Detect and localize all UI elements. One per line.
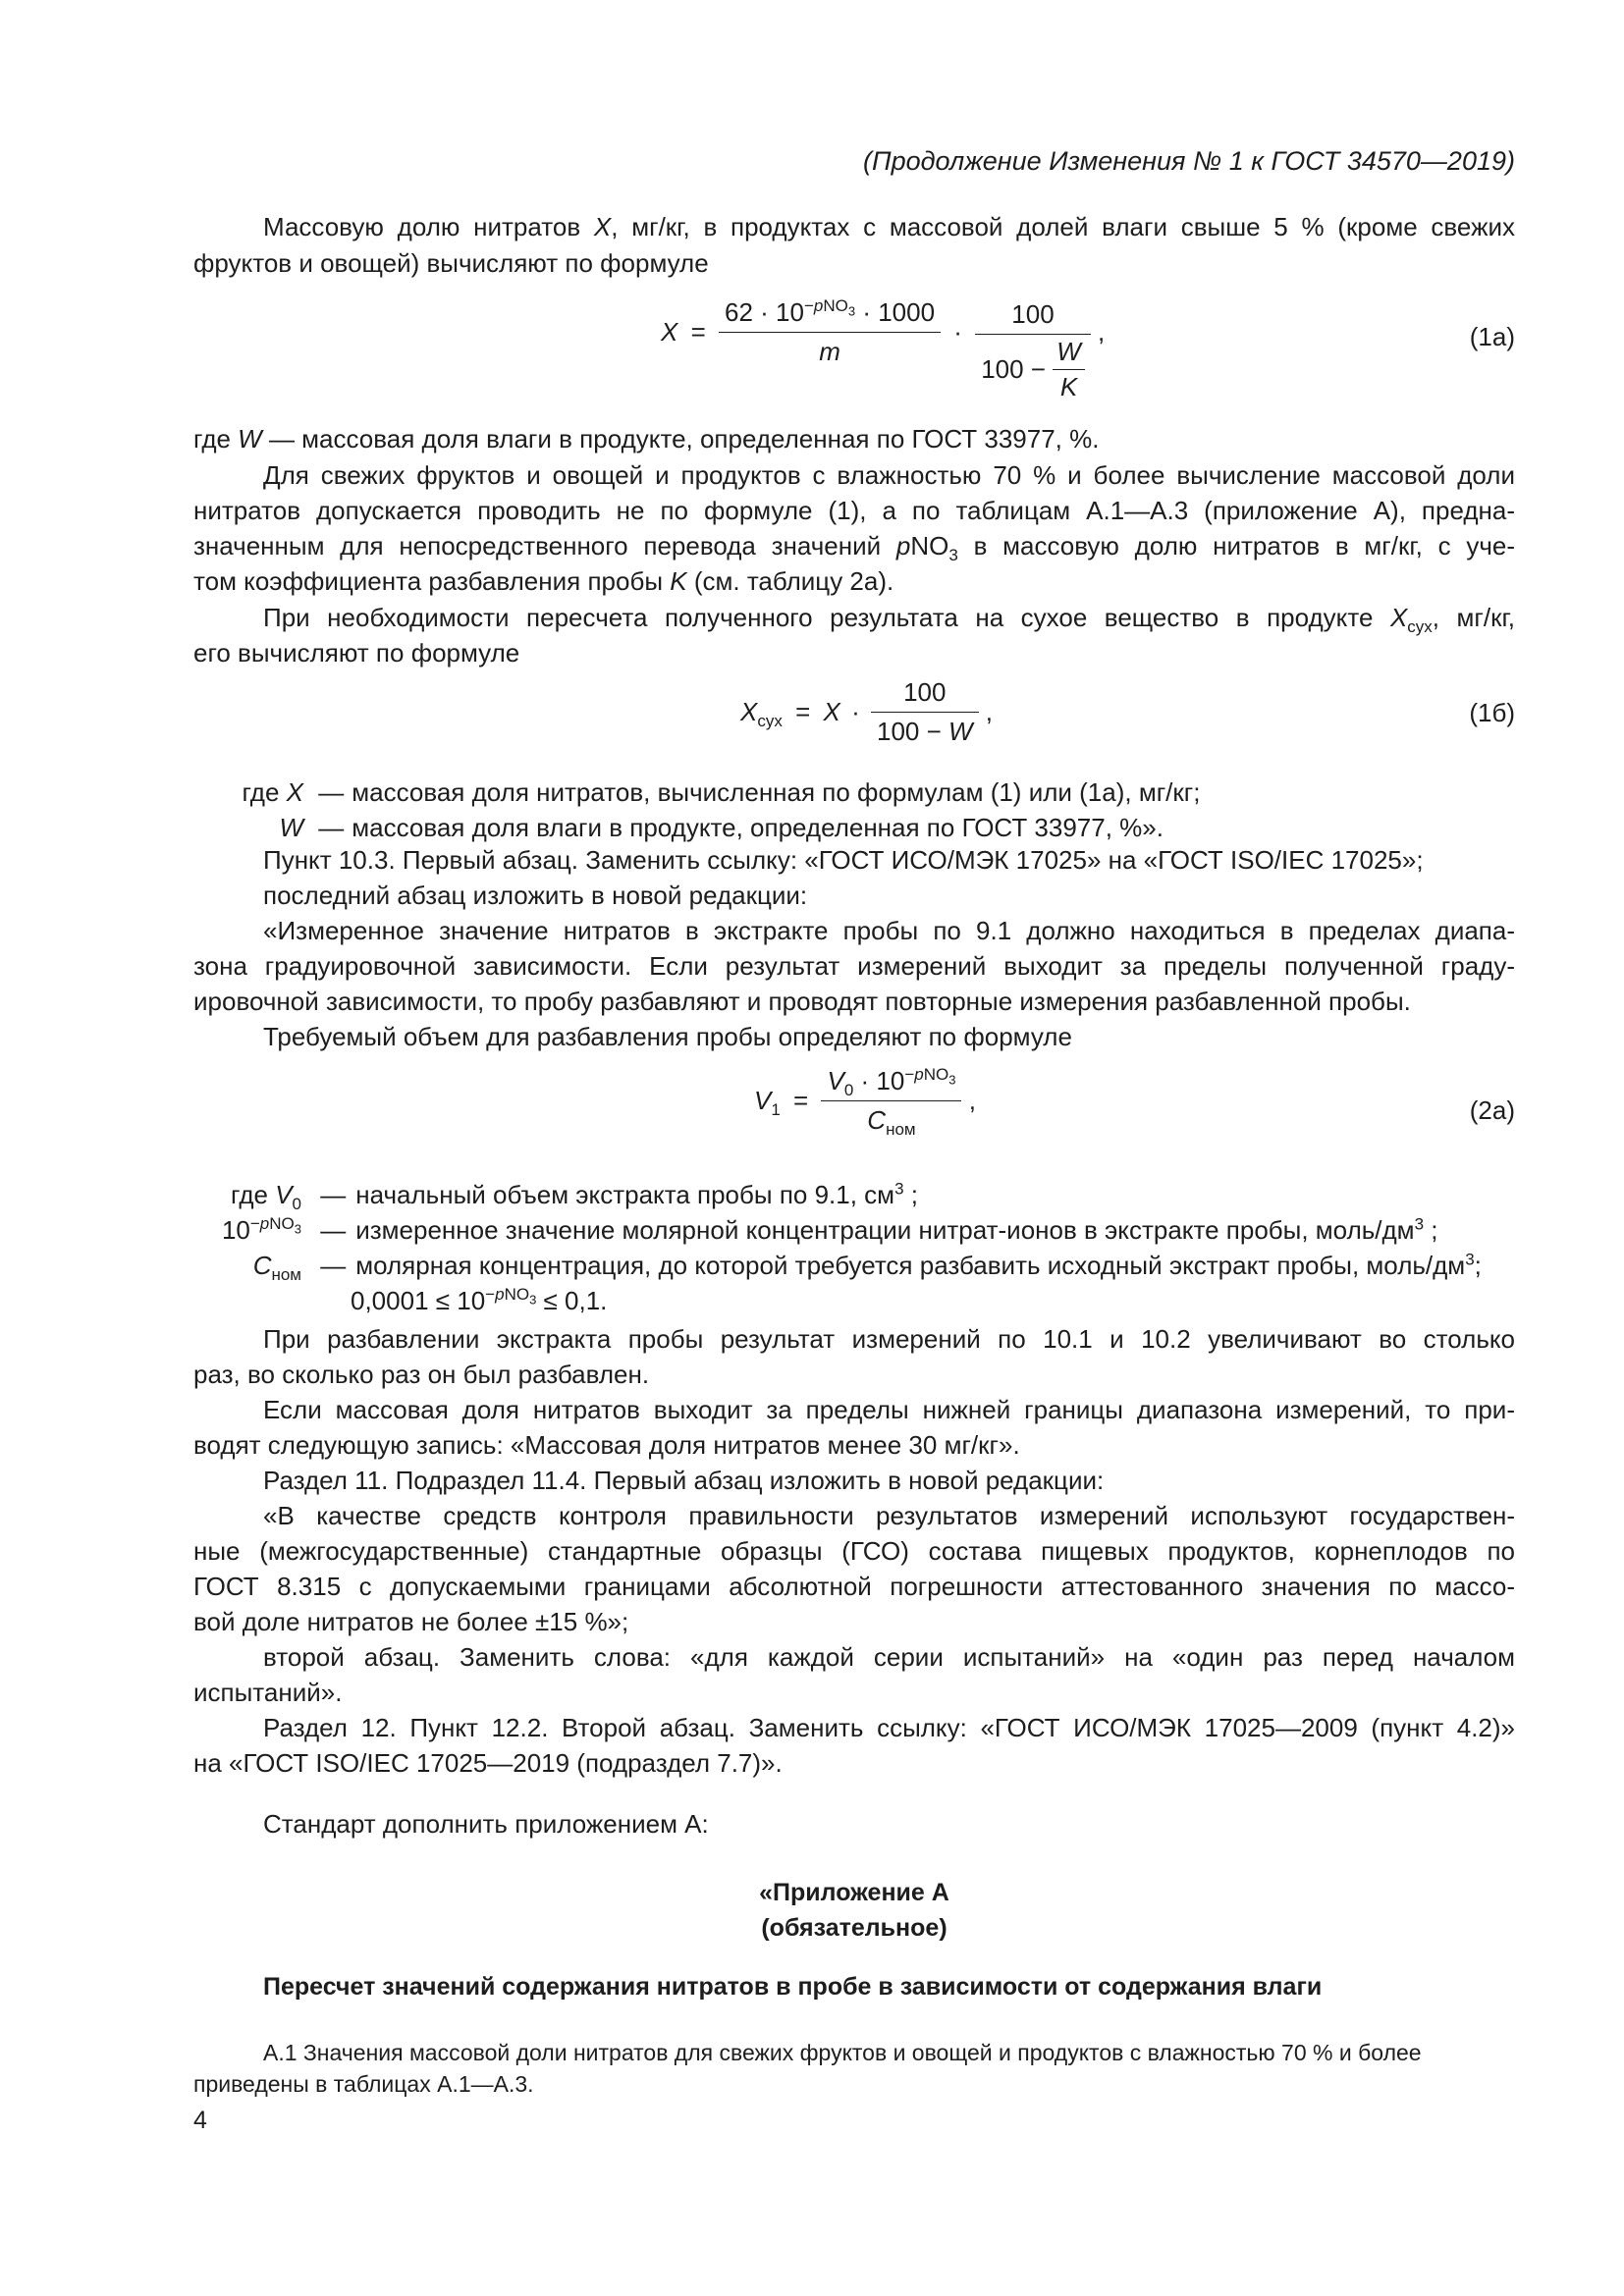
fraction-moisture: 100 100 − $\frac{W}{K}$ — [975, 299, 1091, 402]
paragraph-line: где W — массовая доля влаги в продукте, определенная по ГОСТ 33977, %. — [193, 424, 1100, 454]
equation-number: (2а) — [1469, 1095, 1515, 1125]
paragraph-line: водят следующую запись: «Массовая доля нитратов менее 30 мг/кг». — [193, 1430, 1020, 1460]
paragraph-line: Требуемый объем для разбавления пробы определяют по формуле — [263, 1022, 1072, 1051]
paragraph-line: Пункт 10.3. Первый абзац. Заменить ссылку: «ГОСТ ИСО/МЭК 17025» на «ГОСТ ISO/IEC 17025»; — [263, 845, 1424, 875]
paragraph-line: вой доле нитратов не более ±15 %»; — [193, 1607, 629, 1636]
paragraph-line: нитратов допускается проводить не по формуле (1), а по таблицам А.1—А.3 (приложение А), предна- — [193, 496, 1515, 525]
annex-title: «Приложение А — [759, 1879, 949, 1906]
annex-paragraph-line: приведены в таблицах А.1—А.3. — [193, 2071, 534, 2097]
paragraph-line: «Измеренное значение нитратов в экстракте пробы по 9.1 должно находиться в пределах диапа- — [263, 916, 1515, 945]
paragraph-line: раз, во сколько раз он был разбавлен. — [193, 1360, 650, 1389]
equation-number: (1б) — [1469, 698, 1515, 727]
paragraph-line: фруктов и овощей) вычисляют по формуле — [193, 248, 709, 278]
paragraph-line: значенным для непосредственного перевода значений pNO$_3$ в массовую долю нитратов в мг/кг, с уче- — [193, 531, 1516, 565]
fraction-volume: $\frac{V_0 \cdot 10^{-pNO_3}}{C_{ном}}$ — [821, 1066, 961, 1136]
paragraph-line: том коэффициента разбавления пробы K (см. таблицу 2а). — [193, 566, 894, 596]
formula-1a: X = $\frac{62 \cdot 10^{-pNO_3} \cdot 1000}{m}$ · 100 100 − $\frac{W}{K}$ , — [661, 296, 1106, 401]
formula-2a: $V_1$ = $\frac{V_0 \cdot 10^{-pNO_3}}{C_{ном}}$ , — [754, 1065, 976, 1140]
paragraph-line: испытаний». — [193, 1678, 343, 1707]
paragraph-line: Если массовая доля нитратов выходит за пределы нижней границы диапазона измерений, то при- — [263, 1395, 1515, 1424]
annex-heading: Пересчет значений содержания нитратов в пробе в зависимости от содержания влаги — [263, 1973, 1323, 2001]
paragraph-line: Раздел 11. Подраздел 11.4. Первый абзац изложить в новой редакции: — [263, 1466, 1105, 1495]
paragraph-line: второй абзац. Заменить слова: «для каждой серии испытаний» на «один раз перед началом — [263, 1642, 1515, 1672]
continuation-header: (Продолжение Изменения № 1 к ГОСТ 34570—2019) — [863, 146, 1515, 176]
definition-row: где X — массовая доля нитратов, вычисленная по формулам (1) или (1а), мг/кг; — [242, 777, 1201, 807]
paragraph-line: его вычисляют по формуле — [193, 638, 520, 667]
annex-paragraph-line: А.1 Значения массовой доли нитратов для свежих фруктов и овощей и продуктов с влажностью 70 % и более — [263, 2040, 1422, 2065]
paragraph-line: При необходимости пересчета полученного результата на сухое вещество в продукте $X_{сух}$, мг/кг, — [263, 603, 1516, 637]
paragraph-line: «В качестве средств контроля правильности результатов измерений используют государствен- — [263, 1501, 1515, 1530]
paragraph-line: последний абзац изложить в новой редакции: — [263, 881, 808, 910]
fraction-inner: $\frac{W}{K}$ — [1053, 337, 1085, 402]
paragraph-line: на «ГОСТ ISO/IEC 17025—2019 (подраздел 7.7)». — [193, 1748, 783, 1778]
definition-row: $0,0001 \le 10^{-pNO_3} \le 0,1$. — [351, 1285, 608, 1315]
definition-row: W — массовая доля влаги в продукте, определенная по ГОСТ 33977, %». — [279, 813, 1164, 842]
definition-row: где $V_0$ — начальный объем экстракта пробы по 9.1, $см^3$ ; — [231, 1179, 918, 1214]
paragraph-line: Раздел 12. Пункт 12.2. Второй абзац. Заменить ссылку: «ГОСТ ИСО/МЭК 17025—2009 (пункт 4.2)» — [263, 1713, 1515, 1742]
paragraph-line: Для свежих фруктов и овощей и продуктов с влажностью 70 % и более вычисление массовой доли — [263, 460, 1515, 490]
paragraph-line: зона градуировочной зависимости. Если результат измерений выходит за пределы полученной граду- — [193, 951, 1515, 981]
paragraph-line: ировочной зависимости, то пробу разбавляют и проводят повторные измерения разбавленной пробы. — [193, 987, 1411, 1016]
paragraph-line: ные (межгосударственные) стандартные образцы (ГСО) состава пищевых продуктов, корнеплодов по — [193, 1536, 1515, 1566]
paragraph-line: Массовую долю нитратов X, мг/кг, в продуктах с массовой долей влаги свыше 5 % (кроме свежих — [263, 212, 1515, 241]
definition-row: $10^{-pNO_3}$ — измеренное значение молярной концентрации нитрат-ионов в экстракте пробы, моль/$дм^3$ ; — [221, 1214, 1438, 1245]
paragraph-line: При разбавлении экстракта пробы результат измерений по 10.1 и 10.2 увеличивают во столько — [263, 1324, 1515, 1354]
fraction-main: $\frac{62 \cdot 10^{-pNO_3} \cdot 1000}{m}$ — [719, 297, 941, 367]
paragraph-line: ГОСТ 8.315 с допускаемыми границами абсолютной погрешности аттестованного значения по массо- — [193, 1572, 1515, 1601]
formula-1b: $X_{сух} = X$ · $\frac{100}{100 - W}$ , — [740, 677, 994, 746]
paragraph-line: Стандарт дополнить приложением А: — [263, 1809, 709, 1839]
equation-number: (1а) — [1469, 322, 1515, 351]
annex-status: (обязательное) — [761, 1914, 947, 1942]
definition-row: $C_{ном}$ — молярная концентрация, до которой требуется разбавить исходный экстракт пробы, моль/$дм^3$; — [252, 1250, 1482, 1285]
page-number: 4 — [193, 2107, 207, 2134]
fraction-dry: $\frac{100}{100 - W}$ — [871, 677, 979, 747]
